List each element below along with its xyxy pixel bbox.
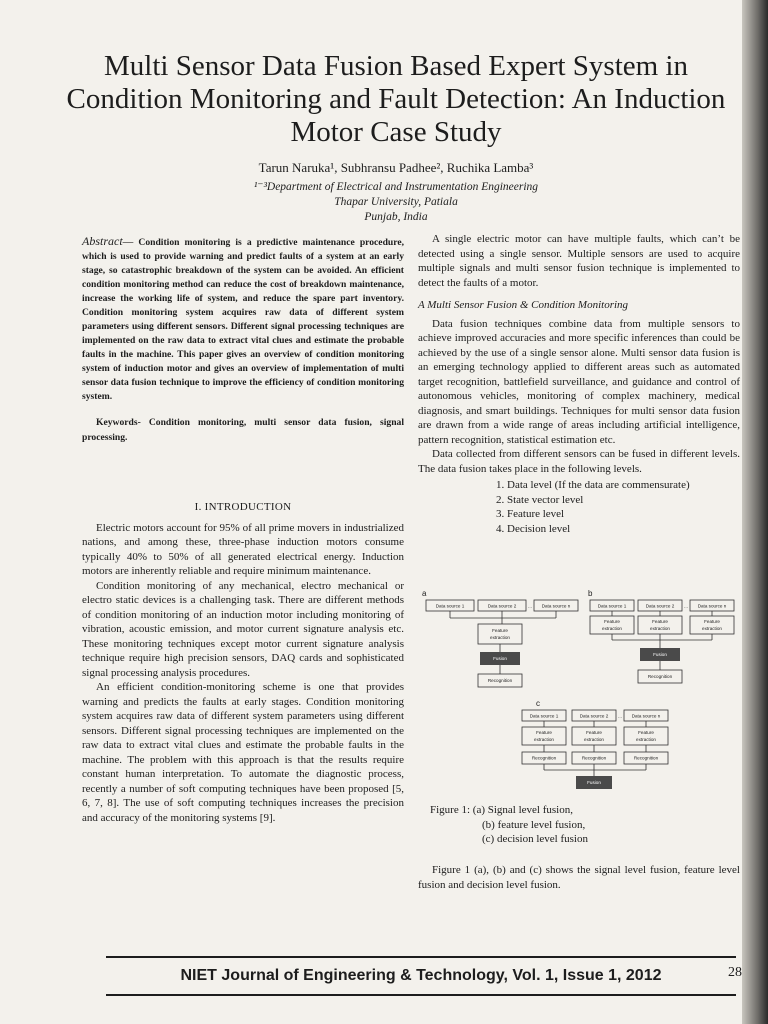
right-paragraph-1: A single electric motor can have multiple faults, which can’t be detected using a single sensor. Multiple sensors are used to acquire multiple signals and multi sensor fusion technique is implemented to detect the faults of a motor. [418,233,740,289]
diagram-b-feature-label-1a: Feature [604,619,620,624]
right-paragraph-3: Data collected from different sensors can be fused in different levels. The data fusion takes place in the following levels. [418,448,740,475]
authors: Tarun Naruka¹, Subhransu Padhee², Ruchika Lamba³ [258,160,534,175]
abstract-lead: Abstract— [82,234,134,248]
diagram-label-c: c [536,699,540,708]
diagram-c-recognition-label-n: Recognition [633,755,659,761]
diagram-c-fusion-label: Fusion [587,780,601,785]
diagram-b-recognition-label: Recognition [647,674,673,679]
diagram-b-feature-label-na: Feature [704,619,720,624]
diagram-a-feature-label-2: extraction [490,635,510,640]
fusion-level-item: 1. Data level (If the data are commensurate) [496,479,690,491]
caption-line-2: (b) feature level fusion, [482,818,586,831]
keywords: Keywords- Condition monitoring, multi sensor data fusion, signal processing. [82,417,404,443]
diagram-c-feature-label-1b: extraction [534,737,554,742]
diagram-c-recognition-label-2: Recognition [581,755,607,761]
paper-title: Multi Sensor Data Fusion Based Expert System in Condition Monitoring and Fault Detection: An Induction Motor Case Study [66,50,726,148]
diagram-b-fusion-label: Fusion [653,652,667,657]
page-edge-shadow [742,0,768,1024]
left-column [82,234,404,825]
diagram-a-feature-box [478,624,522,644]
journal-footer: NIET Journal of Engineering & Technology, Vol. 1, Issue 1, 2012 [106,956,736,996]
diagram-c-ellipsis: ... [618,713,622,719]
diagram-b-source2-label: Data source 2 [645,603,675,609]
diagram-b-source1-label: Data source 1 [597,603,627,609]
figure-description-paragraph: Figure 1 (a), (b) and (c) shows the signal level fusion, feature level fusion and decision level fusion. [418,864,740,891]
diagram-label-a: a [422,590,427,598]
diagram-c-feature-label-2a: Feature [586,730,602,735]
affiliation [60,180,732,225]
diagram-b-ellipsis: ... [684,603,688,609]
diagram-a-recognition-label: Recognition [487,678,513,683]
section-heading-introduction: I. INTRODUCTION [194,501,292,513]
diagram-b-feature-label-1b: extraction [602,626,622,631]
fusion-diagram-svg [420,590,738,805]
diagram-c-source2-label: Data source 2 [579,713,609,719]
subsection-heading: A Multi Sensor Fusion & Condition Monitoring [418,299,629,311]
affiliation-dept: ¹⁻³Department of Electrical and Instrumentation Engineering [253,181,539,193]
figure-caption [430,803,588,847]
abstract-text: Condition monitoring is a predictive maintenance procedure, which is used to provide warning and predict faults of a system at an early stage, so catastrophic breakdown of the system can be avoided. An efficient condition monitoring method can reduce the cost of breakdown maintenance, increase the working life of system, and reduce the spare part inventory. Condition monitoring system acquires raw data of different system parameters using different sensors. Different signal processing techniques are implemented on the raw data to extract vital clues and estimate the probable faults in the machine. This paper gives an overview of condition monitoring system of induction motor and gives an overview of implementation of multi sensor data fusion technique to improve the efficiency of condition monitoring system. [82,237,404,402]
diagram-b-feature-label-2b: extraction [650,626,670,631]
affiliation-university: Thapar University, Patiala [334,196,458,208]
figure-1-diagram [420,590,738,805]
diagram-a-source1-label: Data source 1 [435,603,465,609]
diagram-a-fusion-label: Fusion [493,656,507,661]
diagram-b-feature-label-nb: extraction [702,626,722,631]
diagram-a-feature-label-1: Feature [492,628,508,633]
diagram-c-sourcen-label: Data source n [631,713,661,719]
diagram-label-b: b [588,590,593,598]
diagram-c-feature-label-nb: extraction [636,737,656,742]
diagram-c-recognition-label-1: Recognition [531,755,557,761]
diagram-a-source2-label: Data source 2 [487,603,517,609]
right-column [418,232,740,536]
fusion-level-item: 4. Decision level [496,522,571,535]
intro-paragraph-2: Condition monitoring of any mechanical, electro mechanical or electro static devices is a challenging task. There are different methods of condition monitoring of an induction motor including monitoring of vibration, acoustic emission, and motor current signature analysis etc. These monitoring techniques except motor current signature analysis technique require high precision sensors, DAQ cards and sophisticated signal processing analysis procedures. [82,579,404,679]
diagram-b-sourcen-label: Data source n [697,603,727,609]
caption-line-3: (c) decision level fusion [482,833,588,845]
right-paragraph-2: Data fusion techniques combine data from multiple sensors to achieve improved accuracies and more specific inferences than could be achieved by the use of a single sensor alone. Multi sensor data fusion is an emerging technology applied to different areas such as automated target recognition, battlefield surveillance, and guidance and control of autonomous vehicles, monitoring of complex machinery, medical diagnosis, and smart buildings. Techniques for multi sensor data fusion are drawn from a wide range of areas including artificial intelligence, pattern recognition, statistical estimation etc. [418,317,740,446]
diagram-c-source1-label: Data source 1 [529,713,559,719]
diagram-c-feature-label-na: Feature [638,730,654,735]
page-number: 28 [728,965,742,980]
diagram-c-feature-label-2b: extraction [584,737,604,742]
diagram-c-feature-label-1a: Feature [536,730,552,735]
intro-paragraph-3: An efficient condition-monitoring scheme is one that provides warning and predicts the faults at early stages. Condition monitoring system acquires raw data of different system parameters using different sensors. Different signal processing techniques are implemented on the raw data to extract vital clues and estimate the probable faults in the machine. The problem with this approach is that the results require constant human interpretation. To automate the diagnostic process, recently a number of soft computing techniques have been proposed [5, 6, 7, 8]. The use of soft computing techniques increases the precision and accuracy of the monitoring systems [9]. [82,681,404,824]
fusion-level-item: 3. Feature level [496,508,565,520]
fusion-level-item: 2. State vector level [496,493,584,506]
diagram-a-ellipsis: ... [528,603,532,609]
abstract [82,234,404,404]
affiliation-state: Punjab, India [364,211,428,223]
caption-line-1: Figure 1: (a) Signal level fusion, [430,804,573,816]
intro-paragraph-1: Electric motors account for 95% of all prime movers in industrialized nations, and among these, three-phase induction motors consume typically 40% to 50% of all generated electrical energy. Induction motors are inherently reliable and require minimum maintenance. [82,521,404,577]
diagram-b-feature-label-2a: Feature [652,619,668,624]
diagram-a-sourcen-label: Data source n [541,603,571,609]
fusion-levels-list [496,478,740,536]
